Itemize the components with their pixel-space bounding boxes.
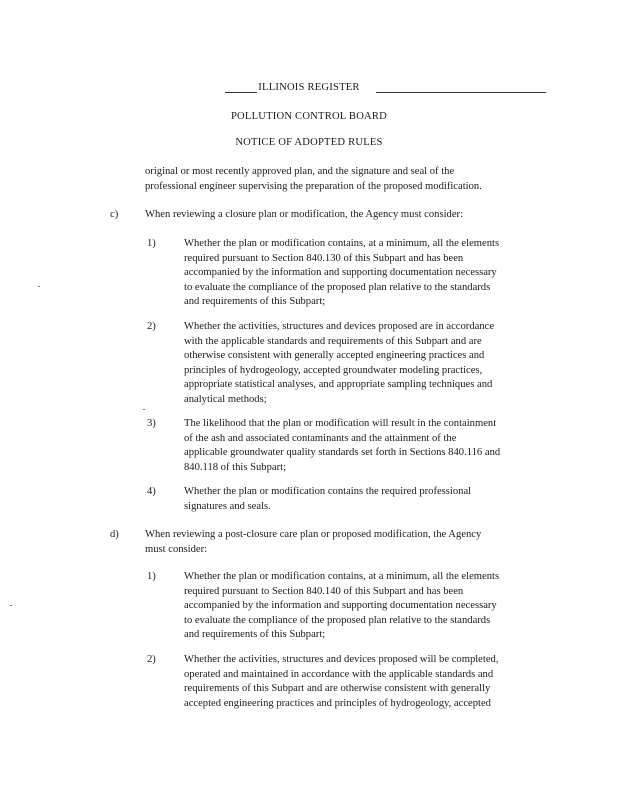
- item-marker: 2): [147, 321, 156, 332]
- scan-speck: [38, 286, 40, 287]
- scan-speck: [143, 409, 145, 410]
- text-line: Whether the activities, structures and devices proposed are in accordance: [184, 321, 495, 332]
- item-marker: 1): [147, 571, 156, 582]
- text-line: accepted engineering practices and principles of hydrogeology, accepted: [184, 697, 491, 709]
- text-line: signatures and seals.: [184, 500, 271, 512]
- text-line: Whether the activities, structures and devices proposed will be completed,: [184, 654, 499, 665]
- section-c-item-4: [184, 485, 471, 514]
- text-line: of the ash and associated contaminants and the attainment of the: [184, 432, 457, 444]
- text-line: to evaluate the compliance of the proposed plan relative to the standards: [184, 281, 491, 293]
- text-line: analytical methods;: [184, 393, 267, 405]
- scan-speck: [10, 605, 12, 606]
- text-line: to evaluate the compliance of the proposed plan relative to the standards: [184, 614, 491, 626]
- text-line: The likelihood that the plan or modification will result in the containment: [184, 418, 497, 429]
- notice-title: NOTICE OF ADOPTED RULES: [235, 137, 383, 148]
- header-rule-right: [376, 92, 546, 93]
- text-line: Whether the plan or modification contains, at a minimum, all the elements: [184, 238, 500, 249]
- text-line: operated and maintained in accordance with the applicable standards and: [184, 668, 494, 680]
- text-line: required pursuant to Section 840.130 of this Subpart and has been: [184, 252, 464, 264]
- section-d-item-2: [184, 653, 498, 711]
- register-title: ILLINOIS REGISTER: [258, 82, 360, 93]
- section-d-marker: d): [110, 529, 119, 540]
- text-line: applicable groundwater quality standards set forth in Sections 840.116 and: [184, 447, 501, 458]
- section-c-lead: When reviewing a closure plan or modification, the Agency must consider:: [145, 209, 464, 220]
- text-line: and requirements of this Subpart;: [184, 629, 326, 640]
- text-line: principles of hydrogeology, accepted groundwater modeling practices,: [184, 364, 483, 376]
- section-d-item-1: [184, 570, 499, 643]
- text-line: required pursuant to Section 840.140 of this Subpart and has been: [184, 585, 464, 597]
- header-rule-left: [225, 92, 257, 93]
- section-c-item-1: [184, 237, 499, 310]
- text-line: accompanied by the information and supporting documentation necessary: [184, 267, 497, 278]
- section-d-lead: [145, 528, 481, 557]
- text-line: appropriate statistical analyses, and appropriate sampling techniques and: [184, 379, 493, 390]
- text-line: Whether the plan or modification contains the required professional: [184, 486, 472, 497]
- item-marker: 2): [147, 654, 156, 665]
- text-line: professional engineer supervising the preparation of the proposed modification.: [145, 180, 482, 192]
- item-marker: 1): [147, 238, 156, 249]
- section-c-marker: c): [110, 209, 119, 220]
- text-line: 840.118 of this Subpart;: [184, 461, 287, 473]
- text-line: and requirements of this Subpart;: [184, 296, 326, 307]
- text-line: with the applicable standards and requirements of this Subpart and are: [184, 335, 482, 347]
- text-line: must consider:: [145, 543, 208, 555]
- board-title: POLLUTION CONTROL BOARD: [230, 111, 388, 122]
- register-header: [0, 81, 618, 96]
- section-c-item-3: [184, 417, 500, 475]
- intro-paragraph: [145, 165, 482, 194]
- text-line: original or most recently approved plan, and the signature and seal of the: [145, 166, 455, 177]
- text-line: When reviewing a post-closure care plan or proposed modification, the Agency: [145, 529, 482, 540]
- text-line: Whether the plan or modification contains, at a minimum, all the elements: [184, 571, 500, 582]
- item-marker: 3): [147, 418, 156, 429]
- section-c-item-2: [184, 320, 494, 407]
- item-marker: 4): [147, 486, 156, 497]
- text-line: otherwise consistent with generally accepted engineering practices and: [184, 350, 485, 361]
- text-line: requirements of this Subpart and are otherwise consistent with generally: [184, 683, 491, 694]
- text-line: accompanied by the information and supporting documentation necessary: [184, 600, 497, 611]
